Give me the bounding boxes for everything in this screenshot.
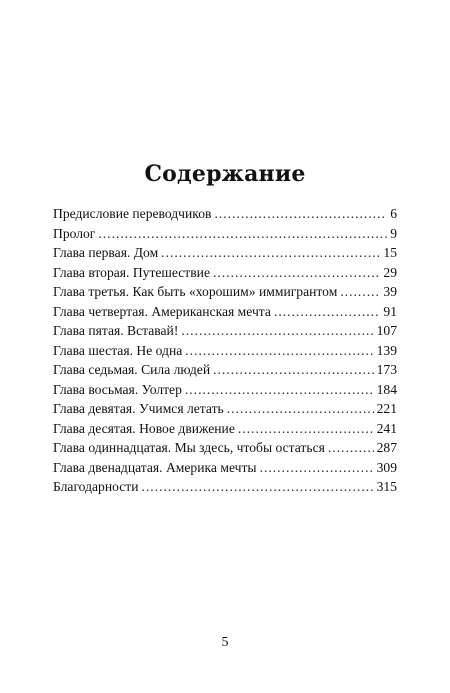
dot-leader	[238, 419, 374, 439]
toc-entry-page: 6	[390, 206, 397, 221]
toc-entry-title: Глава десятая. Новое движение	[53, 420, 235, 436]
toc-entry-page: 184	[376, 381, 397, 397]
dot-leader	[181, 321, 373, 341]
toc-entry-title: Глава двенадцатая. Америка мечты	[53, 459, 257, 475]
toc-entry	[53, 477, 397, 497]
toc-entry-page: 139	[376, 342, 397, 358]
dot-leader	[185, 380, 374, 400]
dot-leader	[227, 399, 374, 419]
toc-entry-page: 15	[383, 245, 397, 260]
toc-entry	[53, 321, 397, 341]
dot-leader	[328, 438, 374, 458]
toc-entry-title: Глава первая. Дом	[53, 245, 159, 260]
toc-entry-title: Предисловие переводчиков	[53, 206, 212, 221]
toc-entry-page: 91	[383, 303, 397, 319]
dot-leader	[161, 243, 380, 263]
toc-entry	[53, 302, 397, 322]
toc-entry-page: 241	[376, 420, 397, 436]
toc-entry	[53, 438, 397, 458]
toc-entry-page: 287	[376, 440, 397, 455]
toc-entry	[53, 341, 397, 361]
dot-leader	[142, 477, 374, 497]
toc-entry-page: 173	[376, 362, 397, 377]
toc-entry-page: 29	[383, 264, 397, 280]
toc-entry-page: 221	[376, 401, 397, 416]
toc-entry-title: Глава шестая. Не одна	[53, 342, 183, 358]
toc-entry	[53, 399, 397, 419]
table-of-contents	[53, 204, 397, 497]
toc-entry-page: 315	[376, 479, 397, 494]
toc-entry-title: Глава седьмая. Сила людей	[53, 362, 211, 377]
page-title: Содержание	[144, 161, 306, 187]
toc-entry-title: Глава пятая. Вставай!	[53, 323, 179, 338]
toc-entry-title: Благодарности	[53, 479, 139, 494]
toc-entry-page: 309	[376, 459, 397, 475]
dot-leader	[185, 341, 373, 361]
dot-leader	[260, 458, 374, 478]
dot-leader	[274, 302, 380, 322]
page-number: 5	[221, 635, 229, 650]
toc-entry-title: Глава третья. Как быть «хорошим» иммигрантом	[53, 284, 338, 299]
dot-leader	[213, 360, 373, 380]
toc-entry	[53, 380, 397, 400]
dot-leader	[98, 224, 387, 244]
dot-leader	[214, 204, 387, 224]
toc-entry-page: 39	[383, 284, 397, 299]
toc-entry	[53, 204, 397, 224]
toc-entry	[53, 458, 397, 478]
toc-entry-title: Глава четвертая. Американская мечта	[53, 303, 271, 319]
toc-entry	[53, 263, 397, 283]
dot-leader	[340, 282, 380, 302]
toc-entry-title: Глава вторая. Путешествие	[53, 264, 210, 280]
toc-entry-title: Пролог	[53, 225, 96, 241]
toc-entry-title: Глава одиннадцатая. Мы здесь, чтобы остаться	[53, 440, 325, 455]
toc-entry-title: Глава восьмая. Уолтер	[53, 381, 182, 397]
toc-entry	[53, 224, 397, 244]
toc-entry	[53, 243, 397, 263]
toc-entry	[53, 282, 397, 302]
toc-entry	[53, 419, 397, 439]
toc-entry-title: Глава девятая. Учимся летать	[53, 401, 224, 416]
toc-entry-page: 9	[390, 225, 397, 241]
dot-leader	[213, 263, 380, 283]
toc-entry-page: 107	[376, 323, 397, 338]
toc-entry	[53, 360, 397, 380]
